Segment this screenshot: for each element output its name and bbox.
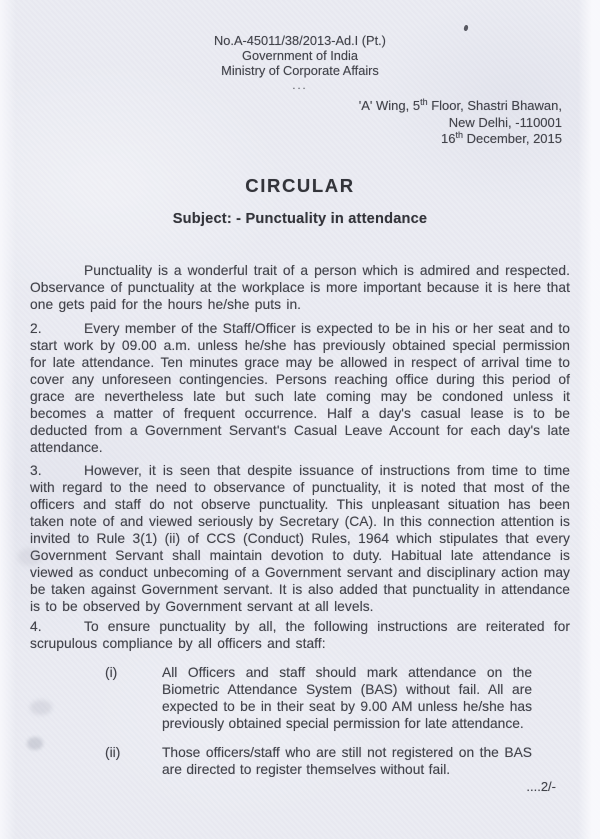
list-item-ii bbox=[30, 744, 570, 778]
address-line-1: 'A' Wing, 5th Floor, Shastri Bhawan, bbox=[358, 96, 562, 113]
paragraph-number: 2. bbox=[30, 320, 42, 336]
address-block bbox=[0, 98, 600, 148]
paragraph-text: To ensure punctuality by all, the following instructions are reiterated for scrupulous compliance by all officers and staff: bbox=[30, 618, 570, 651]
document-title: CIRCULAR bbox=[245, 174, 355, 196]
address-line-2: New Delhi, -110001 bbox=[448, 114, 562, 130]
paragraph-number: 4. bbox=[30, 618, 42, 634]
paragraph-3 bbox=[30, 462, 570, 615]
org-line-ministry: Ministry of Corporate Affairs bbox=[221, 63, 379, 78]
list-item-text: Those officers/staff who are still not registered on the BAS are directed to register themselves without fail. bbox=[162, 744, 532, 777]
subject-line: Subject: - Punctuality in attendance bbox=[172, 210, 428, 227]
list-item-text: All Officers and staff should mark attendance on the Biometric Attendance System (BAS) without fail. All are expected to be in their seat by 9.00 AM unless he/she has previously obtained special permission for late attendance. bbox=[162, 664, 532, 731]
document-body bbox=[0, 262, 600, 778]
paragraph-text: Punctuality is a wonderful trait of a person which is admired and respected. Observance of punctuality at the workplace is more important because it is here that one gets paid for the hours he/she puts in. bbox=[30, 262, 570, 312]
paragraph-text: Every member of the Staff/Officer is expected to be in his or her seat and to start work by 09.00 a.m. unless he/she has previously obtained special permission for late attendance. Ten minutes grace may be allowed in respect of arrival time to cover any unforeseen contingencies. Persons reaching office during this period of grace are nevertheless late but such late coming may be condoned unless it becomes a matter of frequent occurrence. Half a day's casual lease is to be deducted from a Government Servant's Casual Leave Account for each day's late attendance. bbox=[30, 320, 570, 455]
paragraph-2 bbox=[30, 320, 570, 456]
paragraph-1 bbox=[30, 262, 570, 313]
scan-speck bbox=[463, 25, 468, 32]
continuation-page-marker: ....2/- bbox=[526, 778, 556, 794]
separator-dots: ... bbox=[292, 80, 308, 92]
list-marker: (i) bbox=[105, 664, 118, 680]
paragraph-4 bbox=[30, 618, 570, 652]
list-marker: (ii) bbox=[105, 744, 121, 760]
paragraph-text: However, it is seen that despite issuance of instructions from time to time with regard to the need to observance of punctuality, it is noted that most of the officers and staff do not observe punctuality. This unpleasant situation has been taken note of and viewed seriously by Secretary (CA). In this connection attention is invited to Rule 3(1) (ii) of CCS (Conduct) Rules, 1964 which stipulates that every Government Servant shall maintain devotion to duty. Habitual late attendance is viewed as conduct unbecoming of a Government servant and disciplinary action may be taken against Government servant. It is also added that punctuality in attendance is to be observed by Government servant at all levels. bbox=[30, 462, 570, 614]
letter-head bbox=[0, 33, 600, 78]
org-line-government: Government of India bbox=[242, 48, 358, 63]
list-item-i bbox=[30, 664, 570, 732]
date-line: 16th December, 2015 bbox=[441, 129, 562, 146]
reference-number: No.A-45011/38/2013-Ad.I (Pt.) bbox=[214, 33, 386, 48]
paragraph-number: 3. bbox=[30, 462, 42, 478]
